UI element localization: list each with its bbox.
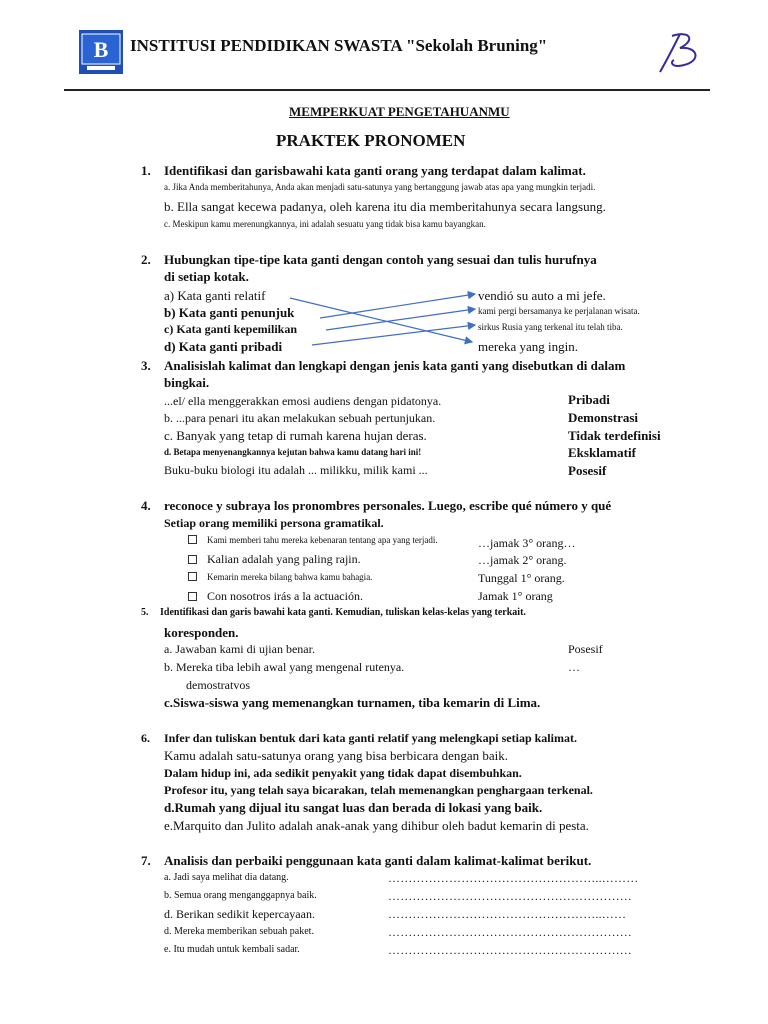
q4-answer-1: …jamak 3° orang… bbox=[478, 536, 576, 550]
q7-question: Analisis dan perbaiki penggunaan kata ganti dalam kalimat-kalimat berikut. bbox=[164, 853, 592, 868]
q3-item-2: b. ...para penari itu akan melakukan sebuah pertunjukan. bbox=[164, 411, 436, 425]
q4-answer-4: Jamak 1° orang bbox=[478, 589, 553, 603]
q1-item-b: b. Ella sangat kecewa padanya, oleh karena itu dia memberitahunya secara langsung. bbox=[164, 199, 606, 214]
q7-item-a: a. Jadi saya melihat dia datang. bbox=[164, 872, 289, 883]
q1-question: Identifikasi dan garisbawahi kata ganti orang yang terdapat dalam kalimat. bbox=[164, 163, 586, 178]
q1-number: 1. bbox=[141, 163, 151, 178]
q2-question: Hubungkan tipe-tipe kata ganti dengan contoh yang sesuai dan tulis hurufnya bbox=[164, 252, 597, 267]
q3-type-4: Eksklamatif bbox=[568, 445, 636, 460]
checkbox-icon bbox=[188, 572, 197, 581]
q2-left-d: d) Kata ganti pribadi bbox=[164, 339, 283, 354]
q2-number: 2. bbox=[141, 252, 151, 267]
q5-question: Identifikasi dan garis bawahi kata ganti. Kemudian, tuliskan kelas-kelas yang terkait. bbox=[160, 607, 526, 618]
q2-right-4: mereka yang ingin. bbox=[478, 339, 578, 354]
q4-answer-2: …jamak 2° orang. bbox=[478, 553, 567, 567]
q4-question: reconoce y subraya los pronombres personales. Luego, escribe qué número y qué bbox=[164, 498, 612, 513]
q5-answer-b: … bbox=[568, 660, 580, 674]
q2-left-b: b) Kata ganti penunjuk bbox=[164, 305, 295, 320]
q7-number: 7. bbox=[141, 853, 151, 868]
q4-question-cont: Setiap orang memiliki persona gramatikal. bbox=[164, 516, 384, 530]
q3-type-2: Demonstrasi bbox=[568, 410, 639, 425]
school-name: INSTITUSI PENDIDIKAN SWASTA "Sekolah Bruning" bbox=[130, 36, 548, 55]
q7-answer-line-b[interactable]: …………………………………………………… bbox=[388, 889, 632, 903]
q6-number: 6. bbox=[141, 731, 150, 745]
q4-number: 4. bbox=[141, 498, 151, 513]
q6-line-2: Dalam hidup ini, ada sedikit penyakit yang tidak dapat disembuhkan. bbox=[164, 766, 522, 780]
q6-line-5: e.Marquito dan Julito adalah anak-anak yang dihibur oleh badut kemarin di pesta. bbox=[164, 818, 589, 833]
q2-right-2: kami pergi bersamanya ke perjalanan wisata. bbox=[478, 306, 640, 316]
q4-item-4: Con nosotros irás a la actuación. bbox=[188, 589, 363, 604]
q2-right-1: vendió su auto a mi jefe. bbox=[478, 288, 606, 303]
q3-question: Analisislah kalimat dan lengkapi dengan jenis kata ganti yang disebutkan di dalam bbox=[164, 358, 626, 373]
q6-question: Infer dan tuliskan bentuk dari kata ganti relatif yang melengkapi setiap kalimat. bbox=[164, 731, 577, 745]
subtitle: MEMPERKUAT PENGETAHUANMU bbox=[289, 104, 510, 119]
q7-item-d: d. Mereka memberikan sebuah paket. bbox=[164, 926, 314, 937]
q5-item-a: a. Jawaban kami di ujian benar. bbox=[164, 642, 315, 656]
checkbox-icon bbox=[188, 555, 197, 564]
q6-line-3: Profesor itu, yang telah saya bicarakan, telah memenangkan penghargaan terkenal. bbox=[164, 783, 593, 797]
q1-item-a: a. Jika Anda memberitahunya, Anda akan menjadi satu-satunya yang bertanggung jawab atas apa yang mungkin terjadi. bbox=[164, 182, 596, 192]
q7-answer-line-d[interactable]: …………………………………………………… bbox=[388, 925, 632, 939]
q7-answer-line-e[interactable]: …………………………………………………… bbox=[388, 943, 632, 957]
q5-item-c: c.Siswa-siswa yang memenangkan turnamen, tiba kemarin di Lima. bbox=[164, 695, 541, 710]
q1-item-c: c. Meskipun kamu merenungkannya, ini adalah sesuatu yang tidak bisa kamu bayangkan. bbox=[164, 219, 486, 229]
q4-item-1: Kami memberi tahu mereka kebenaran tentang apa yang terjadi. bbox=[188, 535, 438, 545]
q7-item-e: e. Itu mudah untuk kembali sadar. bbox=[164, 944, 300, 955]
q7-item-c: d. Berikan sedikit kepercayaan. bbox=[164, 907, 315, 921]
q3-item-3: c. Banyak yang tetap di rumah karena hujan deras. bbox=[164, 428, 427, 443]
q2-left-c: c) Kata ganti kepemilikan bbox=[164, 322, 298, 336]
q3-number: 3. bbox=[141, 358, 151, 373]
q3-type-5: Posesif bbox=[568, 463, 607, 478]
q3-type-3: Tidak terdefinisi bbox=[568, 428, 661, 443]
q4-answer-3: Tunggal 1° orang. bbox=[478, 571, 565, 585]
q3-item-1: ...el/ ella menggerakkan emosi audiens dengan pidatonya. bbox=[164, 394, 442, 408]
q5-answer-a: Posesif bbox=[568, 642, 603, 656]
checkbox-icon bbox=[188, 592, 197, 601]
checkbox-icon bbox=[188, 535, 197, 544]
q4-item-2: Kalian adalah yang paling rajin. bbox=[188, 552, 361, 567]
q7-item-b: b. Semua orang menganggapnya baik. bbox=[164, 890, 317, 901]
q7-answer-line-a[interactable]: ……………………………………………..……… bbox=[388, 871, 639, 885]
q3-type-1: Pribadi bbox=[568, 392, 610, 407]
q3-item-4: d. Betapa menyenangkannya kejutan bahwa kamu datang hari ini! bbox=[164, 447, 422, 457]
q2-right-3: sirkus Rusia yang terkenal itu telah tiba. bbox=[478, 322, 623, 332]
q3-item-5: Buku-buku biologi itu adalah ... milikku, milik kami ... bbox=[164, 463, 428, 477]
svg-text:B: B bbox=[93, 37, 109, 62]
q3-question-cont: bingkai. bbox=[164, 375, 210, 390]
q6-line-4: d.Rumah yang dijual itu sangat luas dan berada di lokasi yang baik. bbox=[164, 800, 543, 815]
q6-line-1: Kamu adalah satu-satunya orang yang bisa berbicara dengan baik. bbox=[164, 748, 509, 763]
q5-item-b: b. Mereka tiba lebih awal yang mengenal rutenya. bbox=[164, 660, 405, 674]
q4-item-3: Kemarin mereka bilang bahwa kamu bahagia. bbox=[188, 572, 372, 582]
q5-item-b-cont: demostratvos bbox=[186, 678, 250, 692]
q2-question-cont: di setiap kotak. bbox=[164, 269, 249, 284]
q5-question-cont: koresponden. bbox=[164, 625, 239, 640]
q2-left-a: a) Kata ganti relatif bbox=[164, 288, 266, 303]
page-title: PRAKTEK PRONOMEN bbox=[276, 131, 466, 150]
q7-answer-line-c[interactable]: ……………………………………………..…… bbox=[388, 907, 627, 921]
q5-number: 5. bbox=[141, 607, 149, 618]
